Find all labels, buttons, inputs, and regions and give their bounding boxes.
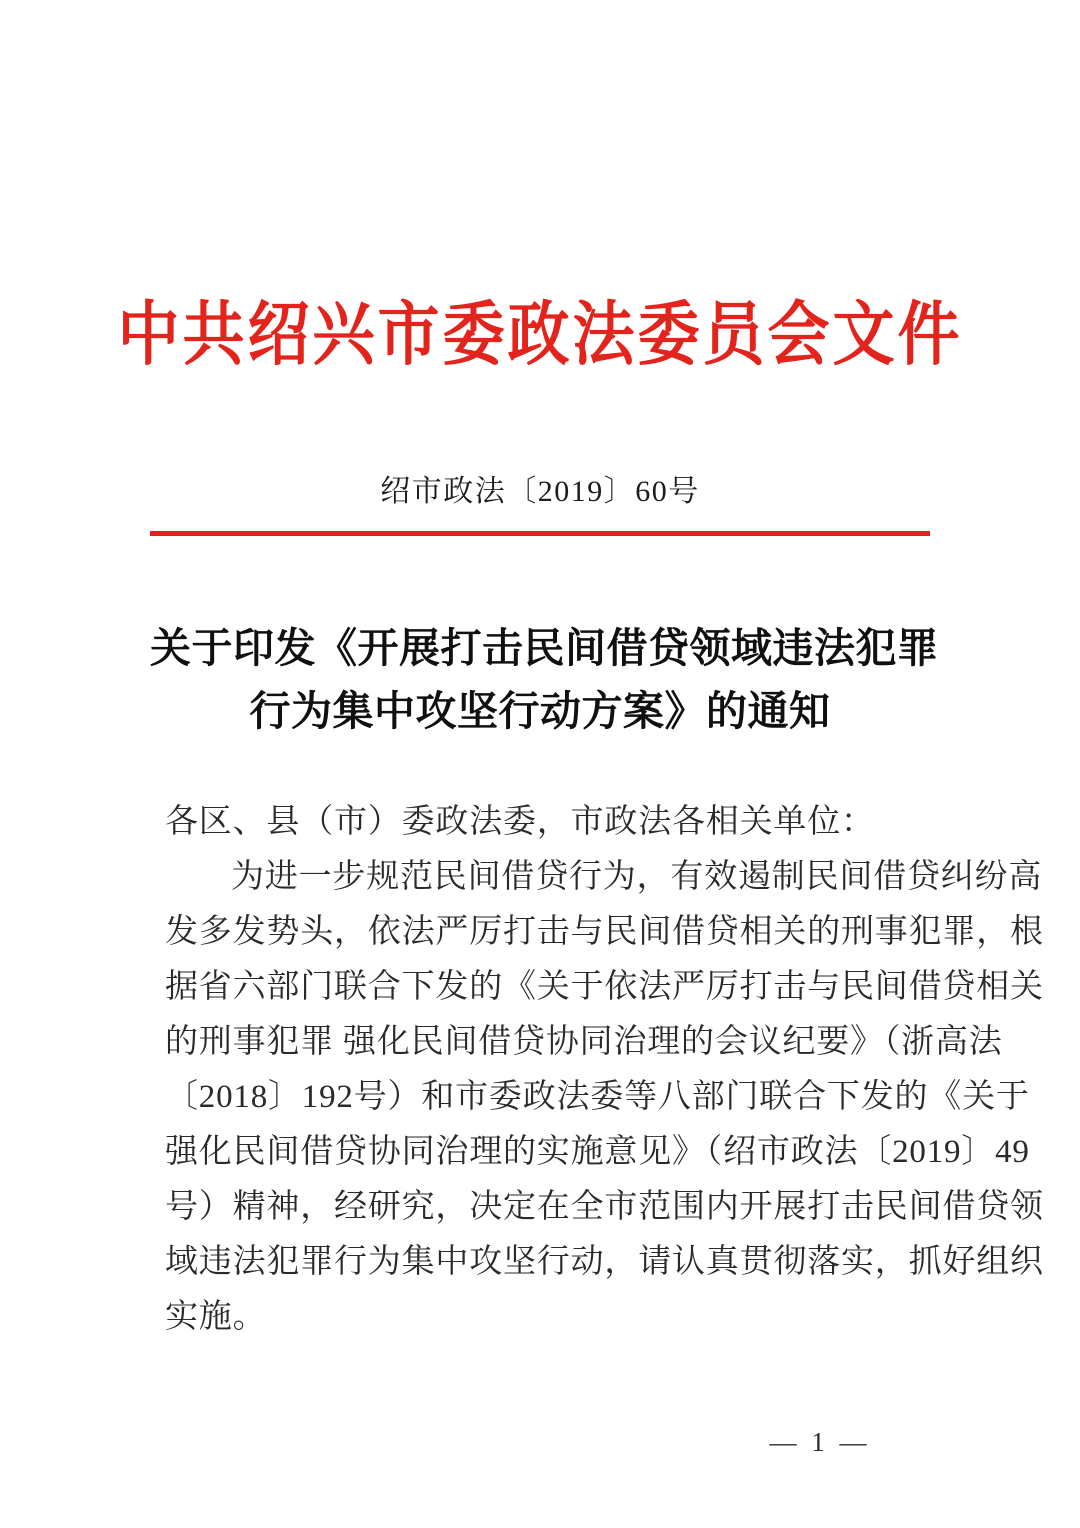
body-line-1: 为进一步规范民间借贷行为，有效遏制民间借贷纠纷高 — [231, 859, 1043, 895]
red-separator-rule — [150, 531, 930, 536]
document-serial-number: 绍市政法〔2019〕60号 — [380, 475, 700, 508]
body-line-5: 〔2018〕192号）和市委政法委等八部门联合下发的《关于 — [165, 1079, 1030, 1115]
body-line-2: 发多发势头，依法严厉打击与民间借贷相关的刑事犯罪，根 — [165, 914, 1044, 950]
document-title-line-2: 行为集中攻坚行动方案》的通知 — [249, 688, 831, 734]
body-line-4: 的刑事犯罪 强化民间借贷协同治理的会议纪要》（浙高法 — [165, 1024, 1003, 1060]
body-line-8: 域违法犯罪行为集中攻坚行动，请认真贯彻落实，抓好组织 — [165, 1244, 1044, 1280]
page-number-footer: — 1 — — [769, 1427, 871, 1457]
salutation-line: 各区、县（市）委政法委，市政法各相关单位： — [165, 804, 875, 840]
document-body — [165, 795, 1044, 1345]
document-title — [150, 617, 939, 743]
body-line-9: 实施。 — [165, 1299, 267, 1335]
document-title-line-1: 关于印发《开展打击民间借贷领域违法犯罪 — [150, 625, 939, 671]
masthead-title: 中共绍兴市委政法委员会文件 — [117, 297, 963, 374]
body-line-7: 号）精神，经研究，决定在全市范围内开展打击民间借贷领 — [165, 1189, 1044, 1225]
body-line-3: 据省六部门联合下发的《关于依法严厉打击与民间借贷相关 — [165, 969, 1044, 1005]
body-line-6: 强化民间借贷协同治理的实施意见》（绍市政法〔2019〕49 — [165, 1134, 1030, 1170]
